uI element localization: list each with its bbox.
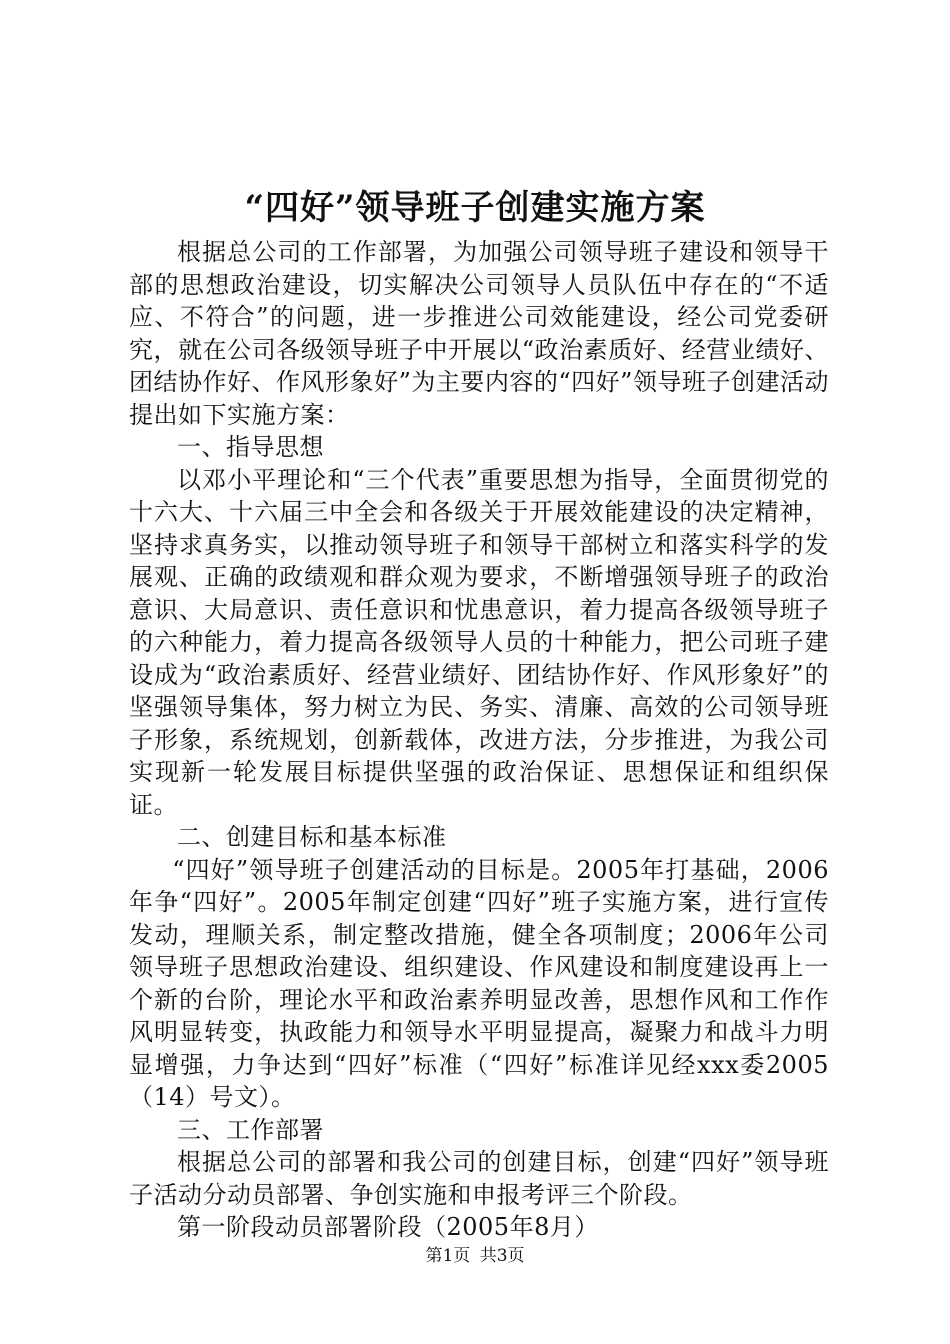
guiding-ideology-paragraph: 以邓小平理论和“三个代表”重要思想为指导，全面贯彻党的十六大、十六届三中全会和各级关于开展效能建设的决定精神，坚持求真务实，以推动领导班子和领导干部树立和落实科学的发展观、正确的政绩观和群众观为要求，不断增强领导班子的政治意识、大局意识、责任意识和忧患意识，着力提高各级领导班子的六种能力，着力提高各级领导人员的十种能力，把公司班子建设成为“政治素质好、经营业绩好、团结协作好、作风形象好”的坚强领导集体，努力树立为民、务实、清廉、高效的公司领导班子形象，系统规划，创新载体，改进方法，分步推进，为我公司实现新一轮发展目标提供坚强的政治保证、思想保证和组织保证。: [129, 465, 829, 819]
page-number: 第1页: [425, 1246, 471, 1266]
work-deployment-paragraph: 根据总公司的部署和我公司的创建目标，创建“四好”领导班子活动分动员部署、争创实施和申报考评三个阶段。: [129, 1148, 829, 1209]
goals-paragraph: “四好”领导班子创建活动的目标是。2005年打基础，2006年争“四好”。2005年制定创建“四好”班子实施方案，进行宣传发动，理顺关系，制定整改措施，健全各项制度；2006年公司领导班子思想政治建设、组织建设、作风建设和制度建设再上一个新的台阶，理论水平和政治素养明显改善，思想作风和工作作风明显转变，执政能力和领导水平明显提高，凝聚力和战斗力明显增强，力争达到“四好”标准（“四好”标准详见经xxx委2005（14）号文）。: [129, 855, 829, 1111]
document-title: “四好”领导班子创建实施方案: [244, 188, 706, 228]
intro-paragraph: 根据总公司的工作部署，为加强公司领导班子建设和领导干部的思想政治建设，切实解决公司领导人员队伍中存在的“不适应、不符合”的问题，进一步推进公司效能建设，经公司党委研究，就在公司各级领导班子中开展以“政治素质好、经营业绩好、团结协作好、作风形象好”为主要内容的“四好”领导班子创建活动提出如下实施方案：: [129, 238, 829, 429]
page-footer: [0, 1244, 950, 1268]
section-heading-guiding-ideology: 一、指导思想: [177, 433, 324, 461]
section-heading-work-deployment: 三、工作部署: [177, 1115, 324, 1144]
section-heading-goals-standards: 二、创建目标和基本标准: [177, 823, 447, 851]
phase-one-heading: 第一阶段动员部署阶段（2005年8月）: [177, 1213, 599, 1241]
document-body: [129, 236, 829, 1244]
page-total: 共3页: [479, 1246, 525, 1266]
